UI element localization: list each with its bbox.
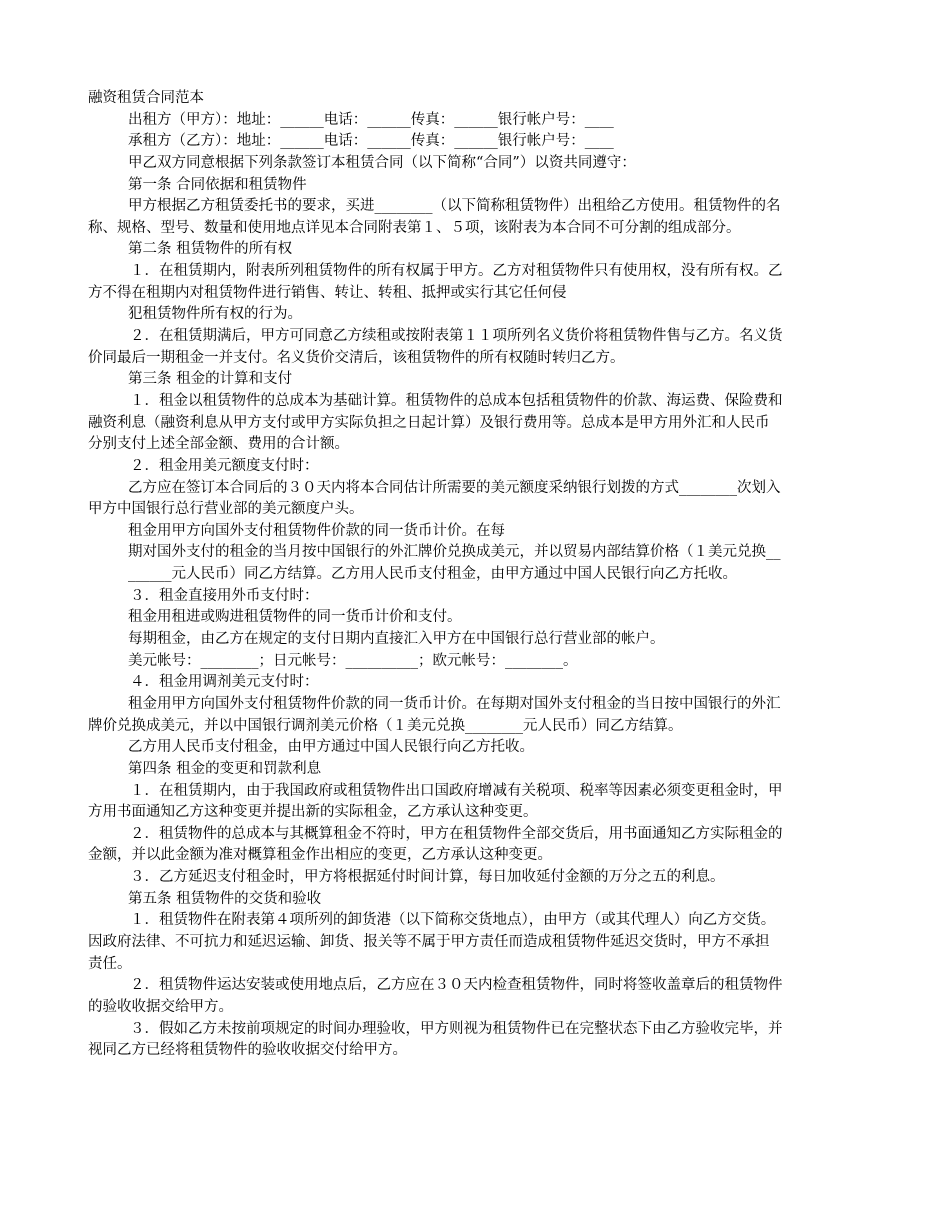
paragraph-line: 每期租金，由乙方在规定的支付日期内直接汇入甲方在中国银行总行营业部的帐户。 (128, 631, 665, 648)
paragraph-line: 价同最后一期租金一并支付。名义货价交清后，该租赁物件的所有权随时转归乙方。 (88, 349, 625, 366)
paragraph-line: ______元人民币）同乙方结算。乙方用人民币支付租金，由甲方通过中国人民银行向乙方托收。 (128, 566, 737, 583)
paragraph-line: 金额，并以此金额为准对概算租金作出相应的变更，乙方承认这种变更。 (88, 847, 552, 864)
paragraph-line: 牌价兑换成美元，并以中国银行调剂美元价格（１美元兑换________元人民币）同乙方结算。 (88, 717, 683, 734)
paragraph-line: 期对国外支付的租金的当月按中国银行的外汇牌价兑换成美元，并以贸易内部结算价格（１美元兑换__ (128, 544, 781, 561)
paragraph-line: 融资利息（融资利息从甲方支付或甲方实际负担之日起计算）及银行费用等。总成本是甲方用外汇和人民币 (88, 414, 770, 431)
article-4-heading: 第四条 租金的变更和罚款利息 (128, 760, 322, 777)
paragraph-line: ３．假如乙方未按前项规定的时间办理验收，甲方则视为租赁物件已在完整状态下由乙方验收完毕，并 (130, 1020, 783, 1037)
document-title: 融资租赁合同范本 (88, 90, 204, 106)
paragraph-line: ２．在租赁期满后，甲方可同意乙方续租或按附表第１１项所列名义货价将租赁物件售与乙方。名义货 (130, 328, 783, 345)
preamble: 甲乙双方同意根据下列条款签订本租赁合同（以下简称“合同”）以资共同遵守： (128, 154, 636, 171)
paragraph-line: 分别支付上述全部金额、费用的合计额。 (88, 436, 349, 453)
paragraph-line: ２．租赁物件的总成本与其概算租金不符时，甲方在租赁物件全部交货后，用书面通知乙方实际租金的 (130, 825, 783, 842)
paragraph-line: １．租赁物件在附表第４项所列的卸货港（以下简称交货地点），由甲方（或其代理人）向乙方交货。 (130, 912, 776, 929)
paragraph-line: １．在租赁期内，由于我国政府或租赁物件出口国政府增减有关税项、税率等因素必须变更租金时，甲 (130, 782, 783, 799)
paragraph-line: 方用书面通知乙方这种变更并提出新的实际租金，乙方承认这种变更。 (88, 804, 538, 821)
article-3-heading: 第三条 租金的计算和支付 (128, 371, 293, 388)
paragraph-line: ３．乙方延迟支付租金时，甲方将根据延付时间计算，每日加收延付金额的万分之五的利息。 (130, 869, 725, 886)
paragraph-line: 租金用甲方向国外支付租赁物件价款的同一货币计价。在每期对国外支付租金的当日按中国银行的外汇 (128, 695, 781, 712)
article-2-heading: 第二条 租赁物件的所有权 (128, 241, 293, 258)
article-5-heading: 第五条 租赁物件的交货和验收 (128, 890, 322, 907)
account-numbers-line: 美元帐号：________；日元帐号：__________；欧元帐号：________。 (128, 652, 578, 669)
paragraph-line: ４．租金用调剂美元支付时： (130, 674, 319, 691)
paragraph-line: 视同乙方已经将租赁物件的验收收据交付给甲方。 (88, 1042, 407, 1059)
paragraph-line: 租金用甲方向国外支付租赁物件价款的同一货币计价。在每 (128, 522, 505, 539)
paragraph-line: 因政府法律、不可抗力和延迟运输、卸货、报关等不属于甲方责任而造成租赁物件延迟交货时，甲方不承担 (88, 933, 770, 950)
paragraph-line: ２．租赁物件运达安装或使用地点后，乙方应在３０天内检查租赁物件，同时将签收盖章后的租赁物件 (130, 977, 783, 994)
paragraph-line: 甲方中国银行总行营业部的美元额度户头。 (88, 501, 364, 518)
paragraph-line: １．在租赁期内，附表所列租赁物件的所有权属于甲方。乙方对租赁物件只有使用权，没有所有权。乙 (130, 263, 783, 280)
paragraph-line: 犯租赁物件所有权的行为。 (128, 306, 302, 323)
party-b-line: 承租方（乙方）：地址：______电话：______传真：______银行帐户号：____ (128, 133, 614, 150)
article-1-heading: 第一条 合同依据和租赁物件 (128, 176, 307, 193)
document-body (88, 88, 864, 1062)
paragraph-line: 称、规格、型号、数量和使用地点详见本合同附表第１、５项，该附表为本合同不可分割的组成部分。 (88, 219, 741, 236)
paragraph-line: 责任。 (88, 955, 132, 972)
paragraph-line: 甲方根据乙方租赁委托书的要求，买进________（以下简称租赁物件）出租给乙方使用。租赁物件的名 (128, 198, 781, 215)
paragraph-line: ２．租金用美元额度支付时： (130, 457, 319, 474)
paragraph-line: 乙方用人民币支付租金，由甲方通过中国人民银行向乙方托收。 (128, 739, 534, 756)
paragraph-line: 乙方应在签订本合同后的３０天内将本合同估计所需要的美元额度采纳银行划拨的方式________次划入 (128, 479, 781, 496)
paragraph-line: ３．租金直接用外币支付时： (130, 587, 319, 604)
paragraph-line: 租金用租进或购进租赁物件的同一货币计价和支付。 (128, 609, 462, 626)
party-a-line: 出租方（甲方）：地址：______电话：______传真：______银行帐户号：____ (128, 111, 614, 128)
paragraph-line: 的验收收据交给甲方。 (88, 998, 233, 1015)
paragraph-line: １．租金以租赁物件的总成本为基础计算。租赁物件的总成本包括租赁物件的价款、海运费、保险费和 (130, 392, 783, 409)
paragraph-line: 方不得在租期内对租赁物件进行销售、转让、转租、抵押或实行其它任何侵 (88, 284, 567, 301)
